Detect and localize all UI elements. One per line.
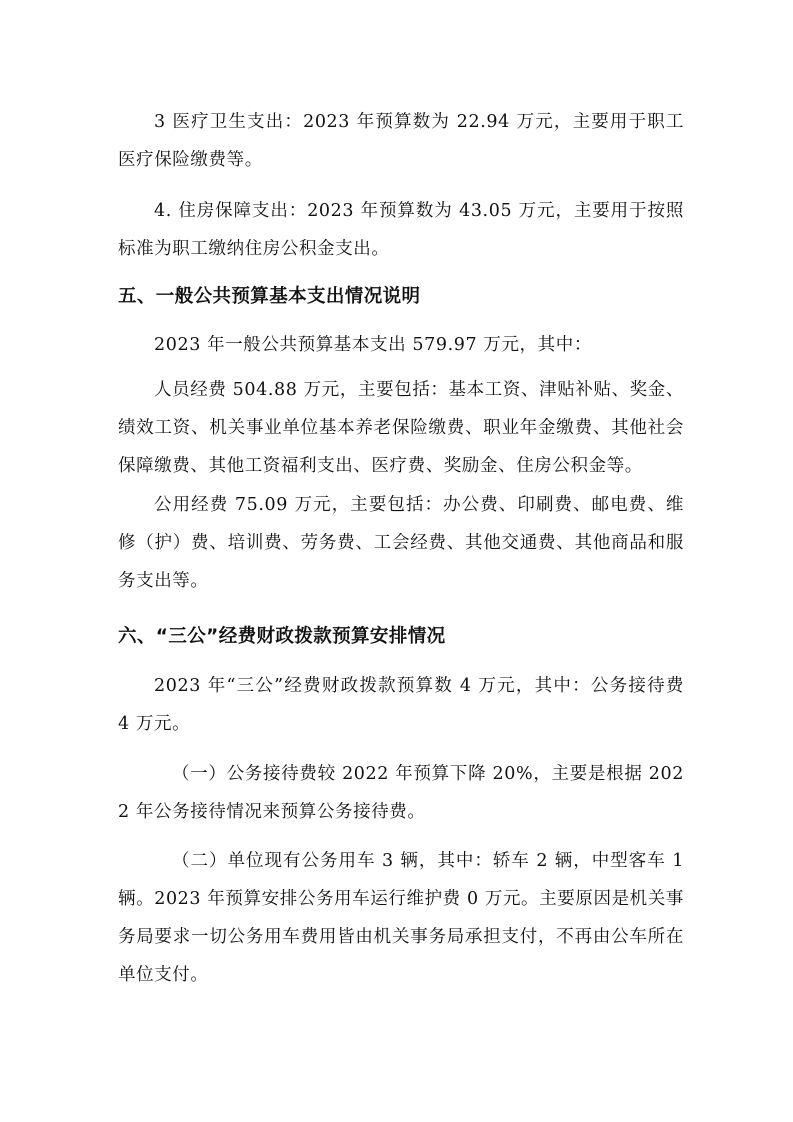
paragraph-personnel-expense: 人员经费 504.88 万元，主要包括：基本工资、津贴补贴、奖金、绩效工资、机关事业单位基本养老保险缴费、职业年金缴费、其他社会保障缴费、其他工资福利支出、医疗费、奖励金、住房公积金等。 [118,380,684,476]
paragraph-basic-expense-total: 2023 年一般公共预算基本支出 579.97 万元，其中： [154,335,592,355]
paragraph-official-vehicles: （二）单位现有公务用车 3 辆，其中：轿车 2 辆，中型客车 1 辆。2023 年预算安排公务用车运行维护费 0 万元。主要原因是机关事务局要求一切公务用车费用皆由机关事务局承担支付，不再由公车所在单位支付。 [118,851,684,985]
section-heading-6: 六、“三公”经费财政拨款预算安排情况 [118,626,446,647]
paragraph-housing-expense: 4. 住房保障支出：2023 年预算数为 43.05 万元，主要用于按照标准为职工缴纳住房公积金支出。 [118,201,684,259]
section-heading-5: 五、一般公共预算基本支出情况说明 [118,286,421,307]
paragraph-reception-expense: （一）公务接待费较 2022 年预算下降 20%，主要是根据 2022 年公务接待情况来预算公务接待费。 [118,764,684,822]
paragraph-three-public-total: 2023 年“三公”经费财政拨款预算数 4 万元，其中：公务接待费 4 万元。 [118,676,684,734]
paragraph-medical-expense: 3 医疗卫生支出：2023 年预算数为 22.94 万元，主要用于职工医疗保险缴费等。 [118,112,684,170]
paragraph-public-expense: 公用经费 75.09 万元，主要包括：办公费、印刷费、邮电费、维修（护）费、培训费、劳务费、工会经费、其他交通费、其他商品和服务支出等。 [118,495,684,591]
